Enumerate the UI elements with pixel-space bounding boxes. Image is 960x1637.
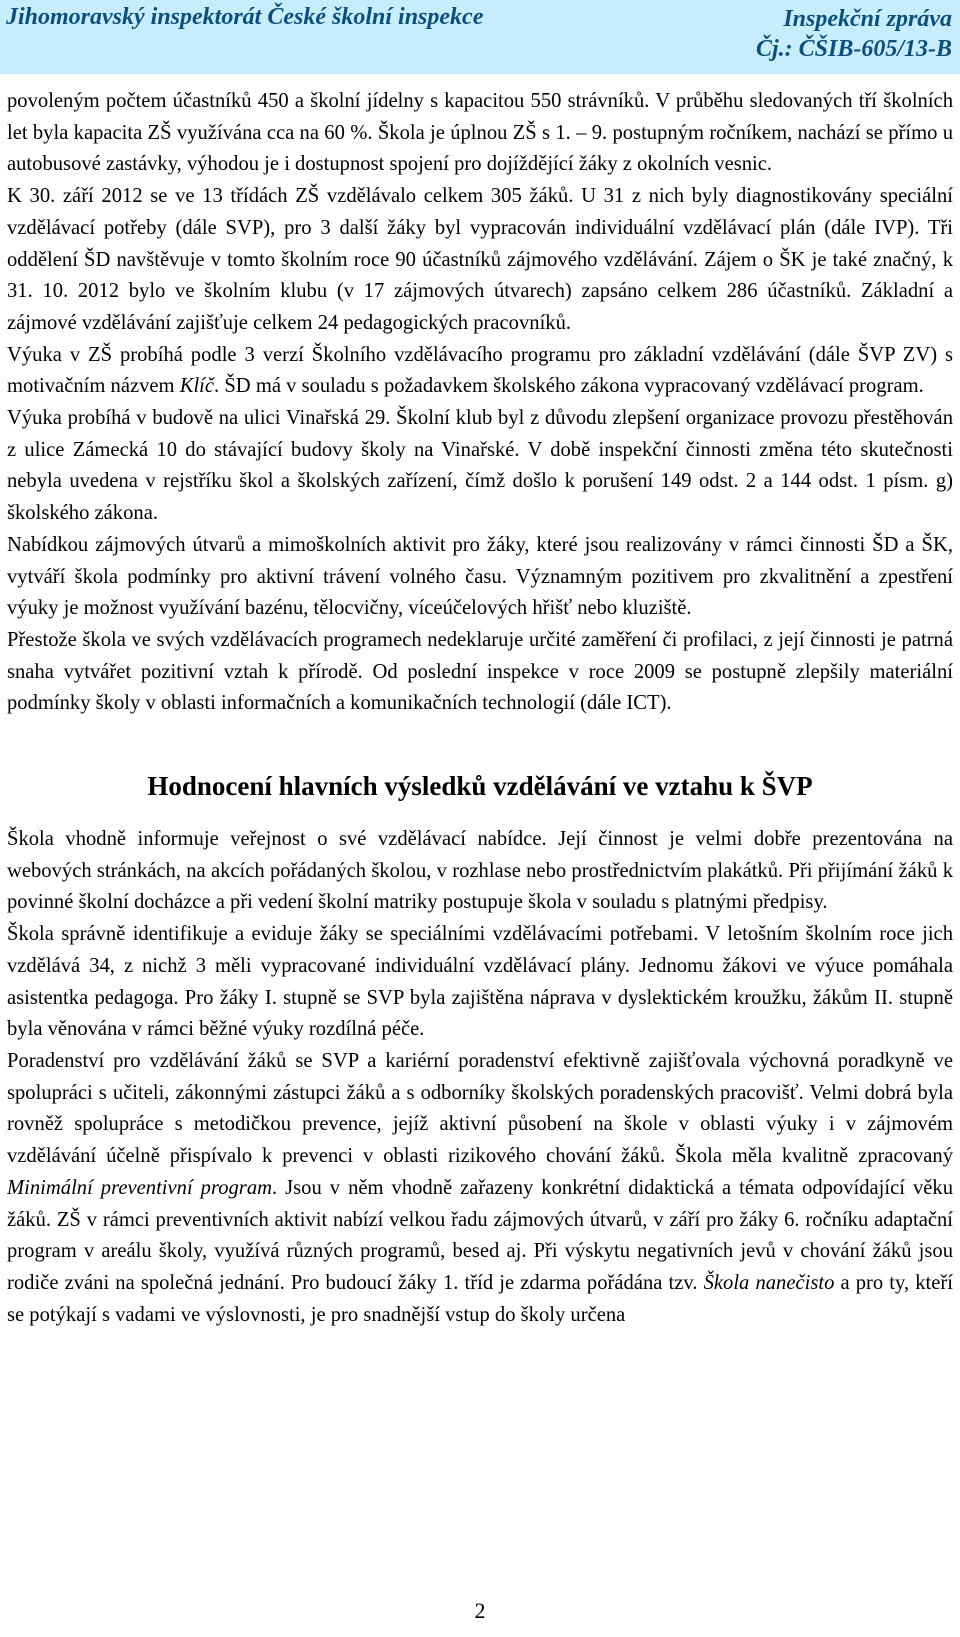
paragraph: povoleným počtem účastníků 450 a školní jídelny s kapacitou 550 strávníků. V průběhu sledovaných tří školních let byla kapacita ZŠ využívána cca na 60 %. Škola je úplnou ZŠ s 1. – 9. postupným ročníkem, nachází se přímo u autobusové zastávky, výhodou je i dostupnost spojení pro dojíždějící žáky z okolních vesnic. [7, 90, 953, 176]
page-number: 2 [474, 1598, 486, 1623]
paragraph: Škola vhodně informuje veřejnost o své vzdělávací nabídce. Její činnost je velmi dobře prezentována na webových stránkách, na akcích pořádaných školou, v rozhlase nebo prostřednictvím plakátků. Při přijímání žáků k povinné školní docházce a při vedení školní matriky postupuje škola v souladu s platnými předpisy. [7, 828, 953, 914]
text-span: Výuka v ZŠ probíhá podle 3 verzí Školního vzdělávacího programu pro základní vzdělávání (dále ŠVP ZV) s motivačním názvem [7, 343, 953, 398]
paragraph: Přestože škola ve svých vzdělávacích programech nedeklaruje určité zaměření či profilaci, z její činnosti je patrná snaha vytvářet pozitivní vztah k přírodě. Od poslední inspekce v roce 2009 se postupně zlepšily materiální podmínky školy v oblasti informačních a komunikačních technologií (dále ICT). [7, 628, 953, 715]
report-id-block [756, 4, 952, 64]
program-name: Minimální preventivní program [7, 1176, 272, 1199]
report-title: Inspekční zpráva [783, 6, 952, 32]
program-name: Škola nanečisto [703, 1271, 835, 1294]
inspectorate-name: Jihomoravský inspektorát České školní inspekce [6, 4, 484, 30]
text-span: a pro ty, kteří se potýkají s vadami ve výslovnosti, je pro snadnější vstup do školy určena [7, 1271, 953, 1326]
paragraph: Škola správně identifikuje a eviduje žáky se speciálními vzdělávacími potřebami. V letošním školním roce jich vzdělává 34, z nichž 3 měli vypracované individuální vzdělávací plány. Jednomu žákovi ve výuce pomáhala asistentka pedagoga. Pro žáky I. stupně se SVP byla zajištěna náprava v dyslektickém kroužku, žákům II. stupně byla věnována v rámci běžné výuky rozdílná péče. [7, 923, 953, 1041]
section-heading: Hodnocení hlavních výsledků vzdělávání ve vztahu k ŠVP [147, 771, 813, 802]
program-name: Klíč [179, 375, 215, 398]
paragraph: K 30. září 2012 se ve 13 třídách ZŠ vzdělávalo celkem 305 žáků. U 31 z nich byly diagnostikovány speciální vzdělávací potřeby (dále SVP), pro 3 další žáky byl vypracován individuální vzdělávací plán (dále IVP). Tři oddělení ŠD navštěvuje v tomto školním roce 90 účastníků zájmového vzdělávání. Zájem o ŠK je také značný, k 31. 10. 2012 bylo ve školním klubu (v 17 zájmových útvarech) zapsáno celkem 286 účastníků. Základní a zájmové vzdělávání zajišťuje celkem 24 pedagogických pracovníků. [7, 185, 953, 334]
paragraph: Nabídkou zájmových útvarů a mimoškolních aktivit pro žáky, které jsou realizovány v rámci činnosti ŠD a ŠK, vytváří škola podmínky pro aktivní trávení volného času. Významným pozitivem pro zkvalitnění a zpestření výuky je možnost využívání bazénu, tělocvičny, víceúčelových hřišť nebo kluziště. [7, 533, 953, 620]
text-span: Poradenství pro vzdělávání žáků se SVP a kariérní poradenství efektivně zajišťovala výchovná poradkyně ve spolupráci s učiteli, zákonnými zástupci žáků a s odborníky školských poradenských pracovišť. Velmi dobrá byla rovněž spolupráce s metodičkou prevence, jejíž aktivní působení na škole v oblasti výuky i v zájmovém vzdělávání účelně přispívalo k prevenci v oblasti rizikového chování žáků. Škola měla kvalitně zpracovaný [7, 1049, 953, 1168]
document-body [7, 86, 953, 1331]
text-span: . Jsou v něm vhodně zařazeny konkrétní didaktická a témata odpovídající věku žáků. ZŠ v rámci preventivních aktivit nabízí velkou řadu zájmových útvarů, v září pro žáky 6. ročníku adaptační program v areálu školy, využívá různých programů, besed aj. Při výskytu negativních jevů v chování žáků jsou rodiče zváni na společná jednání. Pro budoucí žáky 1. tříd je zdarma pořádána tzv. [7, 1176, 953, 1294]
page-header [0, 0, 960, 74]
reference-number: Čj.: ČŠIB-605/13-B [755, 36, 952, 62]
text-span: . ŠD má v souladu s požadavkem školského zákona vypracovaný vzdělávací program. [214, 375, 924, 398]
paragraph [7, 1046, 953, 1331]
paragraph [7, 340, 953, 403]
paragraph: Výuka probíhá v budově na ulici Vinařská 29. Školní klub byl z důvodu zlepšení organizace provozu přestěhován z ulice Zámecká 10 do stávající budovy školy na Vinařské. V době inspekční činnosti změna této skutečnosti nebyla uvedena v rejstříku škol a školských zařízení, čímž došlo k porušení 149 odst. 2 a 144 odst. 1 písm. g) školského zákona. [7, 407, 953, 525]
